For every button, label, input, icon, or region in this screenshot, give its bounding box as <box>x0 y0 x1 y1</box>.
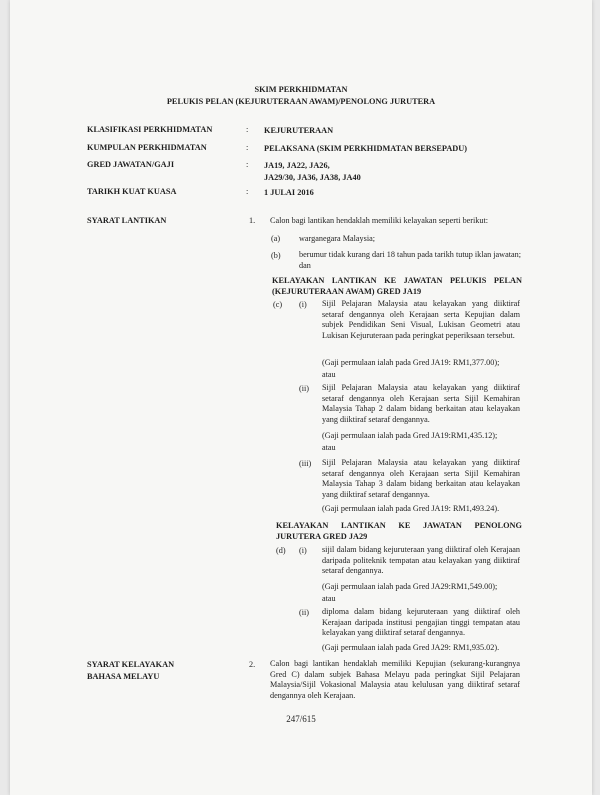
field-colon: : <box>246 160 249 169</box>
salary-c-i: (Gaji permulaan ialah pada Gred JA19: RM1,377.00); <box>322 358 500 367</box>
field-value-kumpulan: PELAKSANA (SKIM PERKHIDMATAN BERSEPADU) <box>264 144 468 153</box>
item-b-text: berumur tidak kurang dari 18 tahun pada tarikh tutup iklan jawatan; dan <box>299 250 521 270</box>
item-d-ii-text: diploma dalam bidang kejuruteraan yang diiktiraf oleh Kerajaan daripada institusi pengajian tinggi tempatan atau kelayakan yang diiktiraf setaraf dengannya. <box>322 607 520 638</box>
bahasa-text: Calon bagi lantikan hendaklah memiliki Kepujian (sekurang-kurangnya Gred C) dalam subjek Bahasa Melayu pada peringkat Sijil Pelajaran Malaysia/Sijil Vokasional Malaysia atau kelulusan yang diiktiraf setaraf dengannya oleh Kerajaan. <box>270 659 520 700</box>
field-label-gred: GRED JAWATAN/GAJI <box>87 160 175 169</box>
connector-text: atau <box>322 443 336 452</box>
intro-text: Calon bagi lantikan hendaklah memiliki kelayakan seperti berikut: <box>270 216 489 225</box>
item-marker: (iii) <box>299 459 312 468</box>
section-number: 1. <box>249 216 256 225</box>
section-label-syarat-lantikan: SYARAT LANTIKAN <box>87 216 167 225</box>
heading-ja29: KELAYAKAN LANTIKAN KE JAWATAN PENOLONG JURUTERA GRED JA29 <box>276 521 522 541</box>
item-c-ii-text: Sijil Pelajaran Malaysia atau kelayakan yang diiktiraf setaraf dengannya oleh Kerajaan serta Sijil Kemahiran Malaysia Tahap 2 dalam bidang berkaitan atau kelayakan yang diiktiraf setaraf dengannya. <box>322 383 520 424</box>
field-colon: : <box>246 187 249 196</box>
section-label-bahasa-1: SYARAT KELAYAKAN <box>87 660 175 669</box>
field-label-tarikh: TARIKH KUAT KUASA <box>87 187 177 196</box>
item-a-text: warganegara Malaysia; <box>299 234 376 243</box>
connector-text: atau <box>322 370 336 379</box>
field-value-klasifikasi: KEJURUTERAAN <box>264 126 334 135</box>
field-value-gred-line1: JA19, JA22, JA26, <box>264 161 330 170</box>
item-marker: (i) <box>299 546 307 555</box>
item-marker: (d) <box>276 546 286 555</box>
salary-d-ii: (Gaji permulaan ialah pada Gred JA29: RM1,935.02). <box>322 643 500 652</box>
field-label-klasifikasi: KLASIFIKASI PERKHIDMATAN <box>87 125 213 134</box>
field-label-kumpulan: KUMPULAN PERKHIDMATAN <box>87 143 207 152</box>
item-marker: (b) <box>271 251 281 260</box>
section-number: 2. <box>249 660 256 669</box>
document-page <box>10 0 592 795</box>
field-value-gred-line2: JA29/30, JA36, JA38, JA40 <box>264 173 361 182</box>
item-marker: (a) <box>271 234 281 243</box>
heading-ja19: KELAYAKAN LANTIKAN KE JAWATAN PELUKIS PELAN (KEJURUTERAAN AWAM) GRED JA19 <box>272 276 522 296</box>
item-c-iii-text: Sijil Pelajaran Malaysia atau kelayakan yang diiktiraf setaraf dengannya oleh Kerajaan serta Sijil Kemahiran Malaysia Tahap 3 dalam bidang berkaitan atau kelayakan yang diiktiraf setaraf dengannya. <box>322 458 520 499</box>
doc-title-line1: SKIM PERKHIDMATAN <box>254 85 348 94</box>
salary-c-ii: (Gaji permulaan ialah pada Gred JA19:RM1,435.12); <box>322 431 498 440</box>
connector-text: atau <box>322 594 336 603</box>
salary-d-i: (Gaji permulaan ialah pada Gred JA29:RM1,549.00); <box>322 582 498 591</box>
salary-c-iii: (Gaji permulaan ialah pada Gred JA19: RM1,493.24). <box>322 504 500 513</box>
item-marker: (ii) <box>299 608 310 617</box>
page-number: 247/615 <box>286 714 316 724</box>
field-colon: : <box>246 143 249 152</box>
field-colon: : <box>246 125 249 134</box>
item-marker: (ii) <box>299 384 310 393</box>
field-value-tarikh: 1 JULAI 2016 <box>264 188 314 197</box>
item-c-i-text: Sijil Pelajaran Malaysia atau kelayakan yang diiktiraf setaraf dengannya oleh Kerajaan serta Kepujian dalam subjek Pendidikan Seni Visual, Lukisan Geometri atau Lukisan Kejuruteraan pada peringkat peperiksaan tersebut. <box>322 299 520 340</box>
section-label-bahasa-2: BAHASA MELAYU <box>87 672 160 681</box>
item-marker: (i) <box>299 300 307 309</box>
item-d-i-text: sijil dalam bidang kejuruteraan yang diiktiraf oleh Kerajaan daripada politeknik tempatan atau kelayakan yang diiktiraf setaraf dengannya. <box>322 545 520 576</box>
doc-title-line2: PELUKIS PELAN (KEJURUTERAAN AWAM)/PENOLONG JURUTERA <box>166 97 436 106</box>
item-marker: (c) <box>273 300 283 309</box>
